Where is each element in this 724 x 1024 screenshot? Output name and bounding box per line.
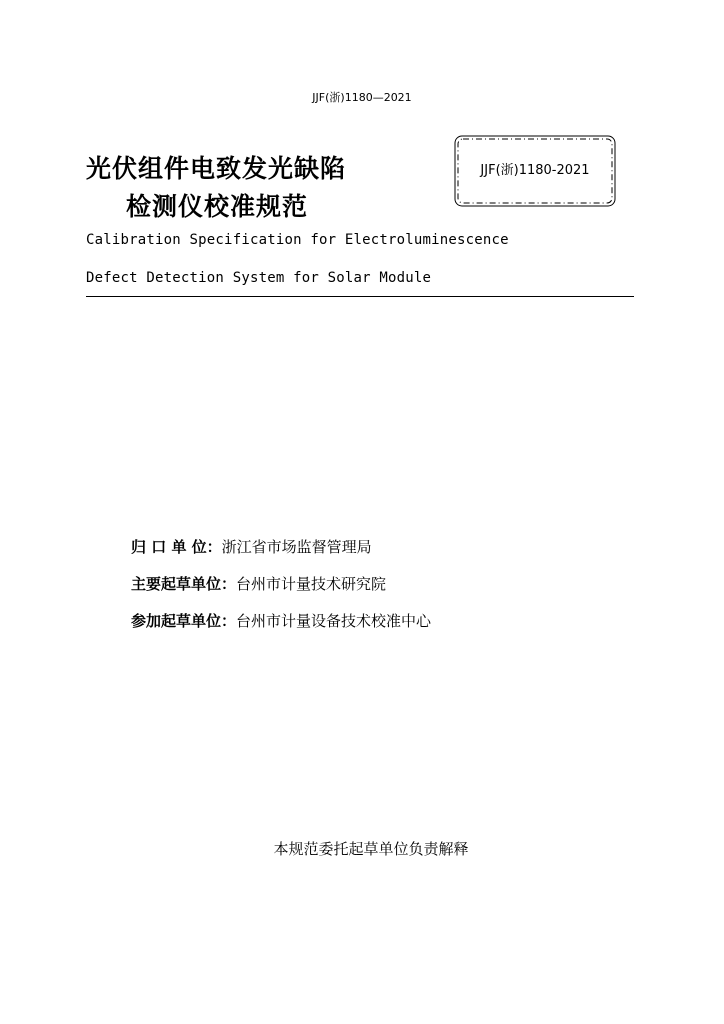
title-divider xyxy=(86,296,634,297)
organization-row xyxy=(131,536,372,557)
organization-value: 台州市计量设备技术校准中心 xyxy=(236,612,432,630)
organization-value: 浙江省市场监督管理局 xyxy=(221,538,372,556)
chinese-title xyxy=(86,150,346,226)
organization-value: 台州市计量技术研究院 xyxy=(236,575,387,593)
english-title-line-1: Calibration Specification for Electroluminescence xyxy=(86,232,509,248)
organization-row xyxy=(131,610,431,631)
interpretation-note: 本规范委托起草单位负责解释 xyxy=(273,840,469,858)
organization-label: 参加起草单位： xyxy=(131,612,237,630)
english-title-line-2: Defect Detection System for Solar Module xyxy=(86,270,432,286)
standard-code-box xyxy=(452,133,618,209)
organization-row xyxy=(131,573,386,594)
standard-code-text: JJF(浙)1180-2021 xyxy=(480,163,590,178)
organization-label: 主要起草单位： xyxy=(131,575,237,593)
chinese-title-line-1: 光伏组件电致发光缺陷 xyxy=(86,154,347,183)
header-standard-code: JJF(浙)1180—2021 xyxy=(312,91,412,104)
organization-label: 归 口 单 位： xyxy=(131,538,222,556)
chinese-title-line-2: 检测仪校准规范 xyxy=(126,192,309,221)
